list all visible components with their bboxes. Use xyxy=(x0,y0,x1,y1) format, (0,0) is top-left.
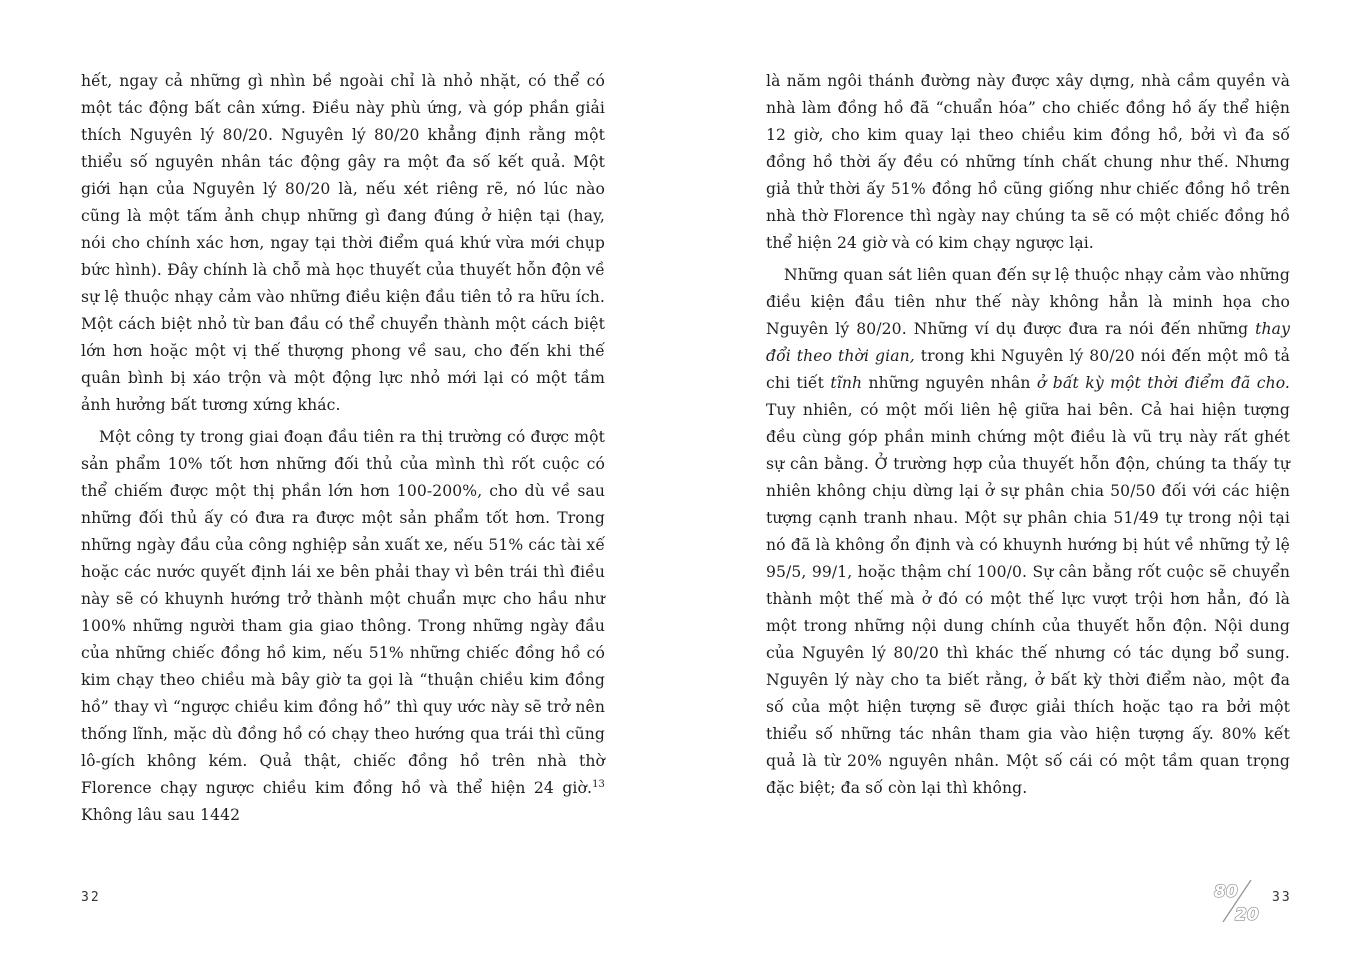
text-segment: những nguyên nhân xyxy=(862,374,1037,392)
italic-segment: thay đổi theo thời gian, xyxy=(766,320,1290,365)
page-number: 33 xyxy=(1272,890,1292,905)
right-page-text xyxy=(766,68,1290,807)
paragraph xyxy=(81,68,605,419)
page-number: 32 xyxy=(81,890,101,905)
italic-segment: ở bất kỳ một thời điểm đã cho. xyxy=(1036,374,1290,392)
text-segment: Tuy nhiên, có một mối liên hệ giữa hai bên. Cả hai hiện tượng đều cùng góp phần minh chứng một điều là vũ trụ này rất ghét sự cân bằng. Ở trường hợp của thuyết hỗn độn, chúng ta thấy tự nhiên không chịu dừng lại ở sự phân chia 50/50 đối với các hiện tượng cạnh tranh nhau. Một sự phân chia 51/49 tự trong nội tại nó đã là không ổn định và có khuynh hướng bị hút về những tỷ lệ 95/5, 99/1, hoặc thậm chí 100/0. Sự cân bằng rốt cuộc sẽ chuyển thành một thế mà ở đó có một thế lực vượt trội hơn hẳn, đó là một trong những nội dung chính của thuyết hỗn độn. Nội dung của Nguyên lý 80/20 thì khác thế nhưng có tác dụng bổ sung. Nguyên lý này cho ta biết rằng, ở bất kỳ thời điểm nào, một đa số của một hiện tượng sẽ được giải thích hoặc tạo ra bởi một thiểu số những tác nhân tham gia vào hiện tượng ấy. 80% kết quả là từ 20% nguyên nhân. Một số cái có một tầm quan trọng đặc biệt; đa số còn lại thì không. xyxy=(766,401,1290,797)
footnote-marker[interactable]: 13 xyxy=(592,778,605,790)
right-page xyxy=(685,0,1370,969)
text-segment: trong khi Nguyên lý 80/20 nói đến một mô tả chi tiết xyxy=(766,347,1290,392)
text-segment: là năm ngôi thánh đường này được xây dựng, nhà cầm quyền và nhà làm đồng hồ đã “chuẩn hóa” cho chiếc đồng hồ ấy thể hiện 12 giờ, cho kim quay lại theo chiều kim đồng hồ, bởi vì đa số đồng hồ thời ấy đều có những tính chất chung như thế. Nhưng giả thử thời ấy 51% đồng hồ cũng giống như chiếc đồng hồ trên nhà thờ Florence thì ngày nay chúng ta sẽ có một chiếc đồng hồ thể hiện 24 giờ và có kim chạy ngược lại. xyxy=(766,72,1290,252)
italic-segment: tĩnh xyxy=(830,374,863,392)
paragraph xyxy=(81,424,605,829)
paragraph xyxy=(766,68,1290,257)
text-segment: Không lâu sau 1442 xyxy=(81,806,241,824)
text-segment: Một công ty trong giai đoạn đầu tiên ra thị trường có được một sản phẩm 10% tốt hơn những đối thủ của mình thì rốt cuộc có thể chiếm được một thị phần lớn hơn 100-200%, cho dù về sau những đối thủ ấy có đưa ra được một sản phẩm tốt hơn. Trong những ngày đầu của công nghiệp sản xuất xe, nếu 51% các tài xế hoặc các nước quyết định lái xe bên phải thay vì bên trái thì điều này sẽ có khuynh hướng trở thành một chuẩn mực cho hầu như 100% những người tham gia giao thông. Trong những ngày đầu của những chiếc đồng hồ kim, nếu 51% những chiếc đồng hồ có kim chạy theo chiều mà bây giờ ta gọi là “thuận chiều kim đồng hồ” thay vì “ngược chiều kim đồng hồ” thì quy ước này sẽ trở nên thống lĩnh, mặc dù đồng hồ có chạy theo hướng qua trái thì cũng lô-gích không kém. Quả thật, chiếc đồng hồ trên nhà thờ Florence chạy ngược chiều kim đồng hồ và thể hiện 24 giờ. xyxy=(81,428,606,797)
left-page-text xyxy=(81,68,605,834)
book-logo-80-20 xyxy=(1213,878,1267,924)
text-segment: hết, ngay cả những gì nhìn bề ngoài chỉ là nhỏ nhặt, có thể có một tác động bất cân xứng. Điều này phù ứng, và góp phần giải thích Nguyên lý 80/20. Nguyên lý 80/20 khẳng định rằng một thiểu số nguyên nhân tác động gây ra một đa số kết quả. Một giới hạn của Nguyên lý 80/20 là, nếu xét riêng rẽ, nó lúc nào cũng là một tấm ảnh chụp những gì đang đúng ở hiện tại (hay, nói cho chính xác hơn, ngay tại thời điểm quá khứ vừa mới chụp bức hình). Đây chính là chỗ mà học thuyết của thuyết hỗn độn về sự lệ thuộc nhạy cảm vào những điều kiện đầu tiên tỏ ra hữu ích. Một cách biệt nhỏ từ ban đầu có thể chuyển thành một cách biệt lớn hơn hoặc một vị thế thượng phong về sau, cho đến khi thế quân bình bị xáo trộn và một động lực nhỏ mới lại có một tầm ảnh hưởng bất tương xứng khác. xyxy=(81,72,605,414)
logo-top-number: 80 xyxy=(1214,882,1238,902)
text-segment: Những quan sát liên quan đến sự lệ thuộc nhạy cảm vào những điều kiện đầu tiên như thế này không hẳn là minh họa cho Nguyên lý 80/20. Những ví dụ được đưa ra nói đến những xyxy=(766,266,1290,338)
paragraph xyxy=(766,262,1290,802)
logo-bottom-number: 20 xyxy=(1235,905,1259,924)
